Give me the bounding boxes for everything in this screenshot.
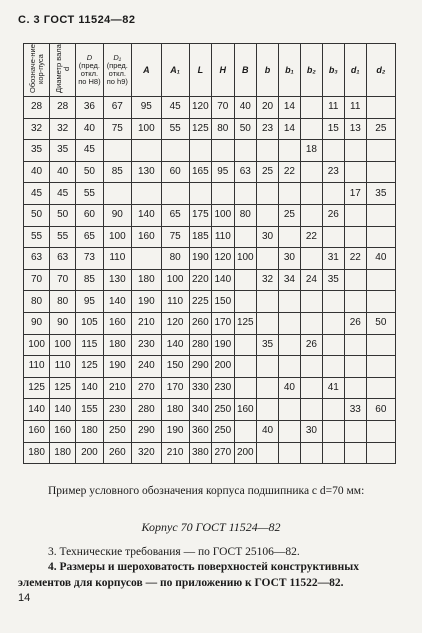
table-cell: 330 [189, 377, 211, 399]
table-cell [300, 291, 322, 313]
table-cell [300, 204, 322, 226]
table-row [24, 161, 396, 183]
table-cell [300, 399, 322, 421]
table-cell: 36 [76, 97, 103, 119]
table-cell: 63 [24, 248, 50, 270]
table-cell: 160 [131, 226, 161, 248]
table-cell [322, 356, 344, 378]
table-cell: 35 [322, 269, 344, 291]
table-cell: 100 [131, 118, 161, 140]
table-cell: 65 [161, 204, 189, 226]
table-cell: 240 [131, 356, 161, 378]
table-cell [322, 291, 344, 313]
table-cell: 45 [50, 183, 76, 205]
table-cell: 190 [212, 334, 234, 356]
table-cell: 100 [234, 248, 256, 270]
table-cell: 85 [103, 161, 131, 183]
table-cell: 140 [212, 269, 234, 291]
col-B: B [234, 44, 256, 97]
table-cell [257, 399, 279, 421]
table-cell [257, 312, 279, 334]
table-cell [322, 183, 344, 205]
table-cell: 95 [212, 161, 234, 183]
table-cell: 200 [212, 356, 234, 378]
table-cell: 95 [131, 97, 161, 119]
table-cell [366, 226, 395, 248]
table-cell [322, 334, 344, 356]
table-cell: 55 [50, 226, 76, 248]
table-cell: 140 [103, 291, 131, 313]
table-cell [344, 291, 366, 313]
table-cell [344, 161, 366, 183]
table-cell: 230 [212, 377, 234, 399]
table-cell: 320 [131, 442, 161, 464]
table-cell [103, 183, 131, 205]
table-cell: 190 [131, 291, 161, 313]
table-cell: 35 [257, 334, 279, 356]
table-cell [212, 140, 234, 162]
table-cell: 250 [103, 420, 131, 442]
table-cell [278, 312, 300, 334]
table-cell [344, 269, 366, 291]
table-cell: 26 [300, 334, 322, 356]
table-cell: 125 [50, 377, 76, 399]
table-row [24, 204, 396, 226]
table-row [24, 377, 396, 399]
table-cell: 32 [50, 118, 76, 140]
table-cell: 30 [257, 226, 279, 248]
table-row [24, 420, 396, 442]
table-cell [366, 97, 395, 119]
table-cell [344, 377, 366, 399]
table-cell: 160 [103, 312, 131, 334]
table-cell: 225 [189, 291, 211, 313]
table-cell: 105 [76, 312, 103, 334]
table-cell [278, 356, 300, 378]
table-cell: 50 [50, 204, 76, 226]
table-cell: 100 [212, 204, 234, 226]
table-cell [234, 420, 256, 442]
table-cell: 270 [212, 442, 234, 464]
table-cell: 160 [24, 420, 50, 442]
table-cell [257, 442, 279, 464]
table-cell [278, 442, 300, 464]
table-cell [161, 140, 189, 162]
table-cell: 70 [24, 269, 50, 291]
col-L: L [189, 44, 211, 97]
table-cell [366, 161, 395, 183]
table-cell: 250 [212, 420, 234, 442]
table-cell [366, 204, 395, 226]
table-cell: 115 [76, 334, 103, 356]
table-cell: 80 [234, 204, 256, 226]
table-row [24, 312, 396, 334]
table-cell [278, 399, 300, 421]
example-intro: Пример условного обозначения корпуса подшипника с d=70 мм: [48, 485, 365, 497]
table-cell: 360 [189, 420, 211, 442]
table-cell: 20 [257, 97, 279, 119]
table-cell: 23 [322, 161, 344, 183]
table-row [24, 248, 396, 270]
table-cell: 230 [131, 334, 161, 356]
table-cell: 14 [278, 118, 300, 140]
table-cell: 25 [257, 161, 279, 183]
table-cell [322, 399, 344, 421]
table-cell: 100 [24, 334, 50, 356]
table-cell [234, 334, 256, 356]
table-cell: 70 [50, 269, 76, 291]
table-cell [257, 377, 279, 399]
table-cell: 22 [278, 161, 300, 183]
table-cell [366, 442, 395, 464]
table-cell [257, 140, 279, 162]
table-cell: 50 [366, 312, 395, 334]
col-D1: D₁ (пред. откл. по h9) [103, 44, 131, 97]
table-cell [234, 183, 256, 205]
col-b1: b₁ [278, 44, 300, 97]
table-cell: 40 [366, 248, 395, 270]
table-cell [234, 269, 256, 291]
table-cell: 75 [161, 226, 189, 248]
table-cell: 90 [50, 312, 76, 334]
table-cell: 25 [366, 118, 395, 140]
table-cell [257, 204, 279, 226]
table-cell: 180 [50, 442, 76, 464]
table-cell: 110 [50, 356, 76, 378]
table-cell: 60 [76, 204, 103, 226]
table-cell: 40 [24, 161, 50, 183]
table-cell: 175 [189, 204, 211, 226]
table-cell [300, 356, 322, 378]
table-cell: 26 [344, 312, 366, 334]
table-cell: 18 [300, 140, 322, 162]
table-cell: 180 [103, 334, 131, 356]
table-cell: 65 [76, 226, 103, 248]
table-cell [103, 140, 131, 162]
table-cell [257, 356, 279, 378]
table-cell: 130 [103, 269, 131, 291]
table-cell: 110 [161, 291, 189, 313]
table-cell: 340 [189, 399, 211, 421]
table-cell: 24 [300, 269, 322, 291]
table-cell: 55 [24, 226, 50, 248]
table-cell [366, 269, 395, 291]
table-cell: 260 [189, 312, 211, 334]
table-cell: 250 [212, 399, 234, 421]
table-cell: 70 [212, 97, 234, 119]
table-cell [278, 226, 300, 248]
table-cell: 140 [131, 204, 161, 226]
table-cell [322, 442, 344, 464]
table-cell: 200 [234, 442, 256, 464]
table-cell: 190 [103, 356, 131, 378]
table-cell: 13 [344, 118, 366, 140]
table-cell: 270 [131, 377, 161, 399]
table-cell: 125 [189, 118, 211, 140]
table-cell [212, 183, 234, 205]
col-H: H [212, 44, 234, 97]
table-row [24, 334, 396, 356]
table-cell: 220 [189, 269, 211, 291]
table-cell: 110 [24, 356, 50, 378]
table-cell: 110 [212, 226, 234, 248]
table-cell [300, 118, 322, 140]
table-cell: 67 [103, 97, 131, 119]
table-cell: 41 [322, 377, 344, 399]
dimensions-table [23, 43, 396, 464]
table-cell: 50 [234, 118, 256, 140]
col-shaft-diameter: Диаметр вала d [50, 44, 76, 97]
table-row [24, 140, 396, 162]
item-3-text: 3. Технические требования — по ГОСТ 25106—82. [48, 546, 300, 558]
table-row [24, 97, 396, 119]
table-cell: 85 [76, 269, 103, 291]
table-cell: 160 [234, 399, 256, 421]
table-cell: 290 [131, 420, 161, 442]
table-cell [278, 291, 300, 313]
table-cell: 230 [103, 399, 131, 421]
table-cell: 180 [131, 269, 161, 291]
table-cell: 14 [278, 97, 300, 119]
table-cell [300, 377, 322, 399]
table-cell [278, 140, 300, 162]
table-row [24, 269, 396, 291]
table-cell: 55 [161, 118, 189, 140]
col-b2: b₂ [300, 44, 322, 97]
table-cell: 40 [50, 161, 76, 183]
table-cell: 100 [103, 226, 131, 248]
table-cell: 32 [24, 118, 50, 140]
table-cell [300, 97, 322, 119]
col-A1: A₁ [161, 44, 189, 97]
table-cell: 90 [103, 204, 131, 226]
table-cell: 40 [234, 97, 256, 119]
example-formula: Корпус 70 ГОСТ 11524—82 [141, 520, 281, 534]
table-cell: 120 [189, 97, 211, 119]
table-cell: 11 [322, 97, 344, 119]
table-cell: 23 [257, 118, 279, 140]
table-cell: 210 [103, 377, 131, 399]
table-cell [257, 248, 279, 270]
table-cell [322, 226, 344, 248]
table-cell [300, 183, 322, 205]
table-row [24, 356, 396, 378]
table-cell: 140 [161, 334, 189, 356]
table-cell: 17 [344, 183, 366, 205]
table-cell: 32 [257, 269, 279, 291]
table-cell: 380 [189, 442, 211, 464]
table-cell [366, 377, 395, 399]
table-cell: 45 [76, 140, 103, 162]
table-cell [131, 248, 161, 270]
table-cell [131, 183, 161, 205]
table-cell: 125 [76, 356, 103, 378]
table-cell: 100 [161, 269, 189, 291]
table-cell: 40 [278, 377, 300, 399]
table-cell: 22 [344, 248, 366, 270]
table-cell [189, 183, 211, 205]
table-cell: 165 [189, 161, 211, 183]
table-cell: 190 [161, 420, 189, 442]
table-cell: 35 [24, 140, 50, 162]
table-cell: 33 [344, 399, 366, 421]
table-cell: 45 [24, 183, 50, 205]
table-cell [278, 334, 300, 356]
table-cell: 280 [131, 399, 161, 421]
col-D: D (пред. откл. по H8) [76, 44, 103, 97]
table-cell [366, 291, 395, 313]
table-cell: 75 [103, 118, 131, 140]
table-cell: 30 [300, 420, 322, 442]
table-cell: 80 [24, 291, 50, 313]
table-cell: 200 [76, 442, 103, 464]
table-cell: 25 [278, 204, 300, 226]
table-cell [322, 312, 344, 334]
table-cell [257, 183, 279, 205]
table-cell: 35 [50, 140, 76, 162]
table-cell [234, 377, 256, 399]
table-cell: 34 [278, 269, 300, 291]
table-cell [131, 140, 161, 162]
item-4-text: 4. Размеры и шероховатость поверхностей конструктивных элементов для корпусов — по приложению к ГОСТ 11522—82. [18, 561, 359, 589]
table-cell: 110 [103, 248, 131, 270]
table-cell: 170 [212, 312, 234, 334]
table-cell [234, 226, 256, 248]
table-body [24, 97, 396, 464]
table-cell: 90 [24, 312, 50, 334]
table-cell [344, 420, 366, 442]
table-cell: 120 [212, 248, 234, 270]
table-cell [300, 312, 322, 334]
table-cell [366, 420, 395, 442]
table-cell [257, 291, 279, 313]
table-cell [278, 183, 300, 205]
table-cell [300, 442, 322, 464]
table-cell: 28 [50, 97, 76, 119]
table-cell [366, 356, 395, 378]
col-b: b [257, 44, 279, 97]
table-row [24, 226, 396, 248]
table-cell [322, 140, 344, 162]
table-cell: 80 [50, 291, 76, 313]
table-cell: 45 [161, 97, 189, 119]
table-cell: 210 [161, 442, 189, 464]
table-cell [344, 226, 366, 248]
table-cell: 160 [50, 420, 76, 442]
table-cell [234, 291, 256, 313]
table-header-row [24, 44, 396, 97]
table-cell: 155 [76, 399, 103, 421]
table-cell [300, 161, 322, 183]
table-cell [300, 248, 322, 270]
table-cell: 15 [322, 118, 344, 140]
table-cell: 60 [366, 399, 395, 421]
table-cell [344, 356, 366, 378]
table-cell: 120 [161, 312, 189, 334]
table-cell: 40 [257, 420, 279, 442]
table-cell: 80 [161, 248, 189, 270]
table-cell: 140 [50, 399, 76, 421]
table-cell [189, 140, 211, 162]
table-cell [344, 204, 366, 226]
table-cell: 150 [161, 356, 189, 378]
table-cell: 140 [76, 377, 103, 399]
table-cell: 180 [76, 420, 103, 442]
table-cell: 63 [50, 248, 76, 270]
table-row [24, 183, 396, 205]
table-cell: 60 [161, 161, 189, 183]
table-cell [366, 334, 395, 356]
page-header: С. 3 ГОСТ 11524—82 [18, 14, 136, 26]
table-cell: 40 [76, 118, 103, 140]
table-cell [366, 140, 395, 162]
col-d2: d₂ [366, 44, 395, 97]
table-cell: 30 [278, 248, 300, 270]
table-row [24, 118, 396, 140]
table-cell: 130 [131, 161, 161, 183]
table-cell: 170 [161, 377, 189, 399]
col-d1: d₁ [344, 44, 366, 97]
table-cell: 11 [344, 97, 366, 119]
table-cell: 50 [76, 161, 103, 183]
table-cell [161, 183, 189, 205]
table-cell: 26 [322, 204, 344, 226]
table-cell: 190 [189, 248, 211, 270]
table-row [24, 291, 396, 313]
table-cell: 31 [322, 248, 344, 270]
table-cell [344, 140, 366, 162]
table-cell: 180 [24, 442, 50, 464]
table-cell: 80 [212, 118, 234, 140]
table-cell: 150 [212, 291, 234, 313]
table-cell [234, 140, 256, 162]
table-cell: 185 [189, 226, 211, 248]
table-cell: 180 [161, 399, 189, 421]
table-cell [322, 420, 344, 442]
table-cell: 55 [76, 183, 103, 205]
table-cell: 95 [76, 291, 103, 313]
table-cell: 210 [131, 312, 161, 334]
table-cell: 290 [189, 356, 211, 378]
table-cell [234, 356, 256, 378]
table-cell: 100 [50, 334, 76, 356]
col-designation: Обозначе-ние кор-пуса [24, 44, 50, 97]
page-number: 14 [18, 592, 31, 604]
col-b3: b₃ [322, 44, 344, 97]
table-cell [278, 420, 300, 442]
col-A: A [131, 44, 161, 97]
table-cell: 73 [76, 248, 103, 270]
table-cell: 260 [103, 442, 131, 464]
table-cell: 125 [234, 312, 256, 334]
table-row [24, 442, 396, 464]
table-row [24, 399, 396, 421]
table-cell: 140 [24, 399, 50, 421]
table-cell [344, 442, 366, 464]
table-cell: 28 [24, 97, 50, 119]
table-cell: 50 [24, 204, 50, 226]
table-cell: 280 [189, 334, 211, 356]
table-cell: 125 [24, 377, 50, 399]
table-cell: 22 [300, 226, 322, 248]
table-cell: 35 [366, 183, 395, 205]
table-cell: 63 [234, 161, 256, 183]
table-cell [344, 334, 366, 356]
